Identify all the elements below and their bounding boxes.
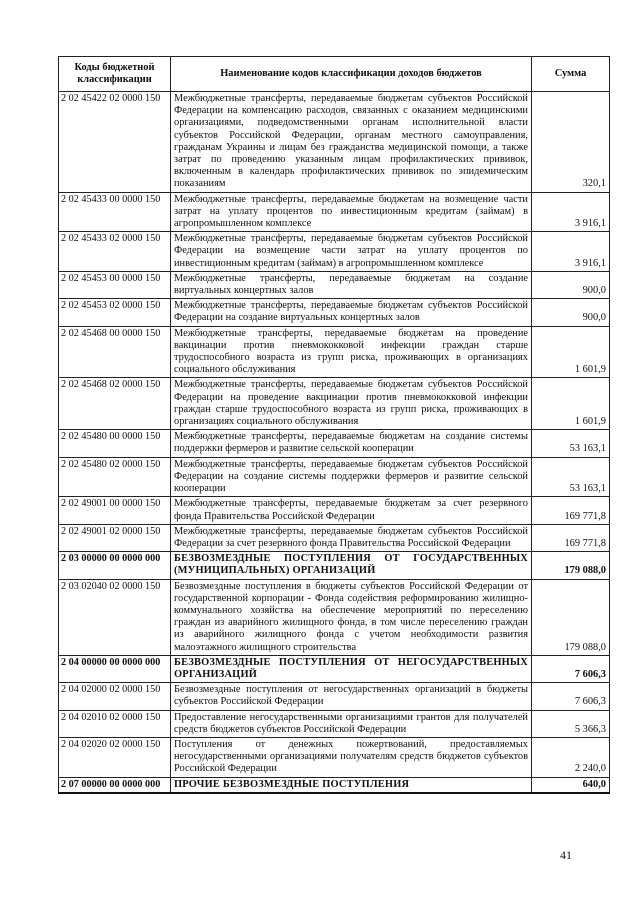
row-sum: 3 916,1: [532, 192, 610, 232]
row-name: Межбюджетные трансферты, передаваемые бюджетам субъектов Российской Федерации на создание виртуальных концертных залов: [171, 299, 532, 326]
row-name: Межбюджетные трансферты, передаваемые бюджетам на создание системы поддержки фермеров и развитие сельской кооперации: [171, 430, 532, 457]
table-row: [59, 710, 610, 737]
table-row: [59, 430, 610, 457]
table-body: [59, 92, 610, 793]
table-row: [59, 92, 610, 193]
row-name: БЕЗВОЗМЕЗДНЫЕ ПОСТУПЛЕНИЯ ОТ ГОСУДАРСТВЕННЫХ (МУНИЦИПАЛЬНЫХ) ОРГАНИЗАЦИЙ: [171, 552, 532, 579]
row-name: Межбюджетные трансферты, передаваемые бюджетам субъектов Российской Федерации на создание системы поддержки фермеров и развитие сельской кооперации: [171, 457, 532, 497]
table-header-row: [59, 57, 610, 92]
row-sum: 3 916,1: [532, 232, 610, 272]
row-sum: 1 601,9: [532, 378, 610, 430]
table-row: [59, 497, 610, 524]
row-code: 2 02 49001 02 0000 150: [59, 524, 171, 551]
header-sum: Сумма: [532, 57, 610, 92]
table-row: [59, 655, 610, 682]
row-sum: 900,0: [532, 299, 610, 326]
row-sum: 640,0: [532, 777, 610, 793]
table-row: [59, 192, 610, 232]
row-sum: 169 771,8: [532, 497, 610, 524]
row-sum: 53 163,1: [532, 457, 610, 497]
row-code: 2 03 02040 02 0000 150: [59, 579, 171, 655]
row-code: 2 02 45422 02 0000 150: [59, 92, 171, 193]
row-name: Межбюджетные трансферты, передаваемые бюджетам субъектов Российской Федерации за счет резервного фонда Правительства Российской Федерации: [171, 524, 532, 551]
row-sum: 179 088,0: [532, 552, 610, 579]
table-row: [59, 299, 610, 326]
row-code: 2 04 02010 02 0000 150: [59, 710, 171, 737]
row-name: Межбюджетные трансферты, передаваемые бюджетам на создание виртуальных концертных залов: [171, 271, 532, 298]
table-row: [59, 552, 610, 579]
row-code: 2 02 45480 02 0000 150: [59, 457, 171, 497]
row-code: 2 02 45453 00 0000 150: [59, 271, 171, 298]
header-code: Коды бюджетной классификации: [59, 57, 171, 92]
table-row: [59, 232, 610, 272]
table-row: [59, 524, 610, 551]
budget-table-sheet: [58, 56, 609, 794]
row-code: 2 04 02020 02 0000 150: [59, 737, 171, 777]
row-code: 2 04 02000 02 0000 150: [59, 683, 171, 710]
row-sum: 169 771,8: [532, 524, 610, 551]
table-row: [59, 271, 610, 298]
row-sum: 7 606,3: [532, 683, 610, 710]
row-sum: 53 163,1: [532, 430, 610, 457]
row-code: 2 02 45453 02 0000 150: [59, 299, 171, 326]
row-sum: 179 088,0: [532, 579, 610, 655]
row-code: 2 02 45433 02 0000 150: [59, 232, 171, 272]
row-name: БЕЗВОЗМЕЗДНЫЕ ПОСТУПЛЕНИЯ ОТ НЕГОСУДАРСТВЕННЫХ ОРГАНИЗАЦИЙ: [171, 655, 532, 682]
table-row: [59, 579, 610, 655]
row-name: Межбюджетные трансферты, передаваемые бюджетам субъектов Российской Федерации на проведение вакцинации против пневмококковой инфекции граждан старше трудоспособного возраста из групп риска, проживающих в организациях социального обслуживания: [171, 378, 532, 430]
row-name: Предоставление негосударственными организациями грантов для получателей средств бюджетов субъектов Российской Федерации: [171, 710, 532, 737]
page-number: 41: [560, 848, 572, 862]
table-row: [59, 326, 610, 378]
row-name: Безвозмездные поступления от негосударственных организаций в бюджеты субъектов Российской Федерации: [171, 683, 532, 710]
row-name: ПРОЧИЕ БЕЗВОЗМЕЗДНЫЕ ПОСТУПЛЕНИЯ: [171, 777, 532, 793]
row-name: Межбюджетные трансферты, передаваемые бюджетам субъектов Российской Федерации на компенсацию расходов, связанных с оказанием медицинскими организациями, подведомственными органам исполнительной власти субъектов Российской Федерации, органам местного самоуправления, гражданам Украины и лицам без гражданства медицинской помощи, а также затрат по проведению указанным лицам профилактических прививок, включенным в календарь профилактических прививок по эпидемическим показаниям: [171, 92, 532, 193]
row-code: 2 03 00000 00 0000 000: [59, 552, 171, 579]
row-name: Межбюджетные трансферты, передаваемые бюджетам субъектов Российской Федерации на возмещение части затрат на уплату процентов по инвестиционным кредитам (займам) в агропромышленном комплексе: [171, 232, 532, 272]
table-row: [59, 378, 610, 430]
row-name: Межбюджетные трансферты, передаваемые бюджетам за счет резервного фонда Правительства Российской Федерации: [171, 497, 532, 524]
row-sum: 2 240,0: [532, 737, 610, 777]
table-row: [59, 683, 610, 710]
row-code: 2 02 45468 00 0000 150: [59, 326, 171, 378]
row-name: Межбюджетные трансферты, передаваемые бюджетам на проведение вакцинации против пневмококковой инфекции граждан старше трудоспособного возраста из групп риска, проживающих в организациях социального обслуживания: [171, 326, 532, 378]
row-sum: 320,1: [532, 92, 610, 193]
row-code: 2 02 49001 00 0000 150: [59, 497, 171, 524]
row-code: 2 02 45468 02 0000 150: [59, 378, 171, 430]
budget-classification-table: [58, 56, 610, 794]
row-code: 2 02 45480 00 0000 150: [59, 430, 171, 457]
row-code: 2 07 00000 00 0000 000: [59, 777, 171, 793]
row-code: 2 02 45433 00 0000 150: [59, 192, 171, 232]
table-row: [59, 737, 610, 777]
table-row: [59, 457, 610, 497]
row-sum: 5 366,3: [532, 710, 610, 737]
row-sum: 900,0: [532, 271, 610, 298]
row-name: Поступления от денежных пожертвований, предоставляемых негосударственными организациями получателям средств бюджетов субъектов Российской Федерации: [171, 737, 532, 777]
header-name: Наименование кодов классификации доходов бюджетов: [171, 57, 532, 92]
table-row: [59, 777, 610, 793]
row-sum: 7 606,3: [532, 655, 610, 682]
row-name: Безвозмездные поступления в бюджеты субъектов Российской Федерации от государственной корпорации - Фонда содействия реформированию жилищно-коммунального хозяйства на обеспечение мероприятий по переселению граждан из аварийного жилищного фонда, в том числе переселению граждан из аварийного жилищного фонда с учетом необходимости развития малоэтажного жилищного строительства: [171, 579, 532, 655]
row-code: 2 04 00000 00 0000 000: [59, 655, 171, 682]
row-name: Межбюджетные трансферты, передаваемые бюджетам на возмещение части затрат на уплату процентов по инвестиционным кредитам (займам) в агропромышленном комплексе: [171, 192, 532, 232]
row-sum: 1 601,9: [532, 326, 610, 378]
